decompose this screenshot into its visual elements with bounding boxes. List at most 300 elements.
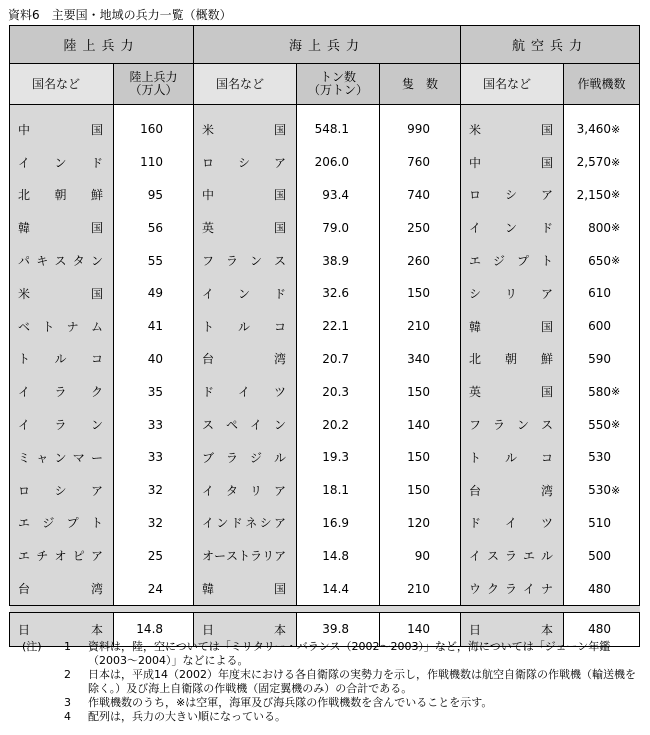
header-army-country: 国名など (10, 64, 114, 105)
army-country (10, 408, 113, 441)
army-char: ア (90, 483, 103, 498)
navy-tonnage-value: 206.0 (314, 155, 350, 170)
army-char: ラ (54, 418, 67, 433)
header-army-strength-line2: （万人） (129, 83, 178, 97)
air-char: イ (505, 516, 518, 531)
navy-country (194, 310, 296, 343)
army-strength-value: 41 (147, 319, 164, 334)
army-char: エ (18, 549, 31, 564)
army-strength-value: 32 (147, 483, 164, 498)
air-char: ス (487, 549, 500, 564)
army-char: 韓 (18, 221, 31, 236)
army-char: ン (90, 418, 103, 433)
navy-tonnage-value: 20.7 (322, 351, 350, 366)
navy-country (194, 408, 296, 441)
army-char: ナ (66, 319, 79, 334)
navy-char: ネ (245, 516, 258, 531)
header-air-country: 国名など (461, 64, 564, 105)
footnote-text: 配列は，兵力の大きい順になっている。 (88, 710, 286, 723)
air-char: フ (469, 418, 482, 433)
air-aircraft-value: 530 ※ (564, 474, 639, 507)
navy-ships-value: 210 (407, 581, 431, 596)
army-country (10, 572, 113, 605)
army-char: ジ (42, 516, 55, 531)
header-air-aircraft: 作戦機数 (564, 64, 640, 105)
note-mark: ※ (611, 221, 621, 235)
navy-ships-value: 210 (407, 319, 431, 334)
army-char: ド (90, 155, 103, 170)
footnote-number: 4 (64, 710, 71, 723)
footnotes (22, 640, 637, 724)
force-table (9, 25, 640, 647)
army-strength-value: 35 (147, 384, 164, 399)
army-char: ム (90, 319, 103, 334)
army-strength-value: 95 (147, 187, 164, 202)
air-char: 米 (469, 122, 482, 137)
navy-char: ス (273, 254, 286, 269)
air-country (461, 572, 563, 605)
navy-country (194, 146, 296, 179)
navy-country (194, 539, 296, 572)
footnote-item (22, 668, 637, 696)
group-header-air: 航空兵力 (461, 26, 640, 64)
note-mark: ※ (611, 188, 621, 202)
japan-char: 日 (202, 622, 215, 637)
navy-ships-value: 760 (407, 155, 431, 170)
army-strength-value: 33 (147, 417, 164, 432)
army-country (10, 277, 113, 310)
navy-tonnage-value: 18.1 (322, 483, 350, 498)
army-char: パ (18, 254, 31, 269)
army-char: キ (36, 254, 49, 269)
army-country (10, 507, 113, 540)
navy-ships-value: 150 (407, 384, 431, 399)
army-strength-value: 160 (140, 122, 164, 137)
air-char: ド (540, 221, 553, 236)
japan-navy-ships: 140 (407, 622, 431, 637)
air-char: ラ (493, 418, 506, 433)
army-char: ト (18, 352, 31, 367)
army-char: 北 (18, 188, 31, 203)
navy-tonnage-value: 93.4 (322, 187, 350, 202)
air-char: ラ (504, 549, 517, 564)
army-char: タ (72, 254, 85, 269)
army-char: プ (66, 516, 79, 531)
army-char: 国 (90, 286, 103, 301)
air-char: シ (505, 188, 518, 203)
footnote-text: 日本は，平成14（2002）年度末における各自衛隊の実勢力を示し，作戦機数は航空自衛隊の作戦機（輸送機を除く。）及び海上自衛隊の作戦機（固定翼機のみ）の合計である。 (88, 668, 636, 695)
army-country (10, 179, 113, 212)
air-char: ク (487, 582, 500, 597)
note-mark: ※ (611, 418, 621, 432)
navy-country (194, 507, 296, 540)
air-char: ル (540, 549, 553, 564)
footnote-text: 作戦機数のうち，※は空軍，海軍及び海兵隊の作戦機数を含んでいることを示す。 (88, 696, 493, 709)
navy-char: 国 (274, 221, 287, 236)
air-char: ナ (540, 582, 553, 597)
navy-char: ア (273, 516, 286, 531)
army-char: ベ (18, 319, 31, 334)
army-country (10, 474, 113, 507)
japan-char: 本 (274, 622, 287, 637)
navy-char: シ (259, 516, 272, 531)
air-char: エ (469, 254, 482, 269)
army-strength-value: 24 (147, 581, 164, 596)
air-country (461, 244, 563, 277)
navy-ships-value: 90 (414, 548, 431, 563)
army-strength-value: 25 (147, 548, 164, 563)
navy-tonnage-value: 79.0 (322, 220, 350, 235)
army-char: エ (18, 516, 31, 531)
air-aircraft-value: 650 ※ (564, 244, 639, 277)
army-strength-value: 56 (147, 220, 164, 235)
navy-ships-value: 120 (407, 515, 431, 530)
army-char: ク (90, 385, 103, 400)
air-char: リ (505, 286, 518, 301)
army-char: ラ (54, 385, 67, 400)
air-char: ン (516, 418, 529, 433)
group-header-army: 陸上兵力 (10, 26, 194, 64)
army-char: 鮮 (90, 188, 103, 203)
army-char: イ (18, 418, 31, 433)
navy-char: コ (273, 319, 286, 334)
navy-ships-value: 250 (407, 220, 431, 235)
footnote-number: 2 (64, 668, 71, 681)
army-char: ル (54, 352, 67, 367)
navy-char: イ (202, 286, 215, 301)
japan-air-value: 480 (588, 622, 612, 637)
army-char: イ (18, 155, 31, 170)
army-country (10, 244, 113, 277)
japan-char: 日 (18, 622, 31, 637)
army-strength-column (114, 105, 194, 606)
air-aircraft-value: 530 (588, 450, 612, 465)
footnote-item (22, 640, 637, 668)
army-char: 朝 (54, 188, 67, 203)
air-char: ウ (469, 582, 482, 597)
army-strength-value: 40 (147, 351, 164, 366)
air-char: プ (516, 254, 529, 269)
footnote-item (22, 710, 637, 724)
navy-char: 米 (202, 122, 215, 137)
navy-char: ス (202, 418, 215, 433)
header-navy-tonnage-line1: トン数 (320, 70, 357, 84)
air-char: 北 (469, 352, 482, 367)
army-char: 台 (18, 582, 31, 597)
navy-char: 中 (202, 188, 215, 203)
air-char: 朝 (505, 352, 518, 367)
air-aircraft-value: 590 (588, 351, 612, 366)
air-char: ラ (504, 582, 517, 597)
air-char: 湾 (541, 483, 554, 498)
navy-char: ラ (250, 549, 263, 564)
navy-country (194, 572, 296, 605)
navy-char: ド (230, 516, 243, 531)
air-country (461, 310, 563, 343)
navy-ships-value: 150 (407, 450, 431, 465)
navy-country (194, 375, 296, 408)
footnote-label: (注) (22, 640, 42, 653)
air-char: 中 (469, 155, 482, 170)
navy-char: 湾 (274, 352, 287, 367)
navy-char: タ (226, 483, 239, 498)
japan-army-strength: 14.8 (136, 622, 164, 637)
air-char: イ (469, 549, 482, 564)
navy-tonnage-value: 38.9 (322, 253, 350, 268)
army-country (10, 343, 113, 376)
navy-char: ド (273, 286, 286, 301)
air-char: ン (505, 221, 518, 236)
army-char: 湾 (90, 582, 103, 597)
table-separator (10, 605, 640, 612)
navy-tonnage-column (297, 105, 380, 606)
army-char: 米 (18, 286, 31, 301)
navy-char: ブ (202, 450, 215, 465)
navy-char: ラ (226, 254, 239, 269)
air-aircraft-value: 2,570 ※ (564, 146, 639, 179)
navy-char: 英 (202, 221, 215, 236)
header-army-strength-line1: 陸上兵力 (129, 70, 178, 84)
air-aircraft-value: 550 ※ (564, 408, 639, 441)
air-char: ア (540, 286, 553, 301)
air-country (461, 474, 563, 507)
air-char: ト (469, 450, 482, 465)
group-header-navy: 海上兵力 (194, 26, 461, 64)
navy-tonnage-value: 548.1 (314, 122, 350, 137)
navy-country (194, 277, 296, 310)
footnote-label (22, 710, 64, 724)
air-aircraft-value: 600 (588, 319, 612, 334)
navy-ships-value: 260 (407, 253, 431, 268)
air-char: 国 (541, 319, 554, 334)
footnote-label (22, 696, 64, 710)
navy-char: フ (202, 254, 215, 269)
navy-char: ト (238, 549, 251, 564)
navy-char: ト (202, 319, 215, 334)
navy-char: リ (249, 483, 262, 498)
army-char: 国 (90, 122, 103, 137)
army-char: マ (72, 450, 85, 465)
navy-ships-value: 990 (407, 122, 431, 137)
header-navy-ships: 隻 数 (380, 64, 461, 105)
navy-char: シ (238, 155, 251, 170)
air-aircraft-value: 800 ※ (564, 211, 639, 244)
navy-char: イ (202, 483, 215, 498)
army-char: ア (90, 549, 103, 564)
air-country-column (461, 105, 564, 606)
navy-tonnage-value: 14.4 (322, 581, 350, 596)
army-char: ミ (18, 450, 31, 465)
air-char: ツ (540, 516, 553, 531)
air-char: 鮮 (540, 352, 553, 367)
army-char: ト (90, 516, 103, 531)
navy-char: ア (274, 549, 287, 564)
army-country-column (10, 105, 114, 606)
navy-country (194, 244, 296, 277)
army-country (10, 211, 113, 244)
navy-country (194, 343, 296, 376)
navy-tonnage-value: 16.9 (322, 515, 350, 530)
footnote-number: 3 (64, 696, 71, 709)
navy-char: ン (216, 516, 229, 531)
army-strength-value: 110 (140, 155, 164, 170)
navy-country (194, 179, 296, 212)
air-char: ル (505, 450, 518, 465)
army-char: ン (54, 155, 67, 170)
air-country (461, 343, 563, 376)
note-mark: ※ (611, 122, 621, 136)
navy-char: ド (202, 385, 215, 400)
air-char: 国 (541, 385, 554, 400)
note-mark: ※ (611, 155, 621, 169)
navy-ships-value: 140 (407, 417, 431, 432)
air-char: ア (540, 188, 553, 203)
navy-char: イ (202, 516, 215, 531)
navy-char: 国 (274, 582, 287, 597)
navy-char: ア (273, 483, 286, 498)
army-country (10, 375, 113, 408)
army-char: コ (90, 352, 103, 367)
air-char: ト (540, 254, 553, 269)
army-char: シ (54, 483, 67, 498)
navy-ships-value: 340 (407, 351, 431, 366)
air-aircraft-value: 510 (588, 515, 612, 530)
air-country (461, 179, 563, 212)
navy-ships-value: 740 (407, 187, 431, 202)
air-char: 国 (541, 155, 554, 170)
navy-char: イ (238, 385, 251, 400)
navy-char: リ (262, 549, 275, 564)
army-char: ス (54, 254, 67, 269)
air-aircraft-value: 480 (588, 581, 612, 596)
navy-tonnage-value: 14.8 (322, 548, 350, 563)
navy-ships-value: 150 (407, 483, 431, 498)
air-char: 台 (469, 483, 482, 498)
army-country (10, 146, 113, 179)
army-strength-value: 33 (147, 450, 164, 465)
air-country (461, 113, 563, 146)
army-country (10, 310, 113, 343)
air-aircraft-value: 580 ※ (564, 375, 639, 408)
air-char: イ (522, 582, 535, 597)
air-char: ジ (493, 254, 506, 269)
army-char: ン (54, 450, 67, 465)
footnote-item (22, 696, 637, 710)
navy-char: ル (238, 319, 251, 334)
air-country (461, 375, 563, 408)
header-army-strength (114, 64, 194, 105)
navy-ships-value: 150 (407, 286, 431, 301)
army-strength-value: 55 (147, 253, 164, 268)
army-char: 中 (18, 122, 31, 137)
navy-country-column (194, 105, 297, 606)
footnote-label (22, 668, 64, 696)
navy-char: ン (238, 286, 251, 301)
navy-char: ツ (273, 385, 286, 400)
japan-char: 本 (541, 622, 554, 637)
navy-char: ジ (249, 450, 262, 465)
note-mark: ※ (611, 483, 621, 497)
air-aircraft-value: 2,150 ※ (564, 179, 639, 212)
army-char: チ (36, 549, 49, 564)
navy-char: 国 (274, 188, 287, 203)
air-char: ド (469, 516, 482, 531)
army-char: 国 (90, 221, 103, 236)
navy-char: ス (226, 549, 239, 564)
navy-tonnage-value: 20.2 (322, 417, 350, 432)
note-mark: ※ (611, 385, 621, 399)
army-char: ピ (72, 549, 85, 564)
air-country (461, 211, 563, 244)
header-navy-tonnage-line2: （万トン） (308, 83, 369, 97)
navy-char: オ (202, 549, 215, 564)
army-char: ー (90, 450, 103, 465)
army-char: ト (42, 319, 55, 334)
air-country (461, 277, 563, 310)
air-country (461, 441, 563, 474)
air-country (461, 539, 563, 572)
air-char: シ (469, 286, 482, 301)
air-char: 国 (541, 122, 554, 137)
navy-tonnage-value: 22.1 (322, 319, 350, 334)
navy-country (194, 211, 296, 244)
navy-char: 韓 (202, 582, 215, 597)
header-navy-country: 国名など (194, 64, 297, 105)
air-country (461, 146, 563, 179)
navy-country (194, 441, 296, 474)
navy-tonnage-value: 32.6 (322, 286, 350, 301)
army-strength-value: 32 (147, 515, 164, 530)
air-char: 英 (469, 385, 482, 400)
army-char: ン (90, 254, 103, 269)
air-aircraft-column (564, 105, 640, 606)
document-title: 資料6 主要国・地域の兵力一覧（概数） (8, 8, 232, 22)
navy-char: ペ (226, 418, 239, 433)
navy-char: ン (249, 254, 262, 269)
navy-country (194, 113, 296, 146)
air-aircraft-value: 610 (588, 286, 612, 301)
navy-char: 国 (274, 122, 287, 137)
air-aircraft-value: 3,460 ※ (564, 113, 639, 146)
footnote-text: 資料は，陸，空については「ミリタリー・バランス（2002～2003）」など，海については「ジェーン年鑑（2003～2004）」などによる。 (88, 640, 611, 667)
air-char: 韓 (469, 319, 482, 334)
header-navy-tonnage (297, 64, 380, 105)
air-char: エ (522, 549, 535, 564)
air-char: イ (469, 221, 482, 236)
army-strength-value: 49 (147, 286, 164, 301)
navy-char: ロ (202, 155, 215, 170)
army-char: ロ (18, 483, 31, 498)
navy-char: イ (249, 418, 262, 433)
navy-country (194, 474, 296, 507)
army-country (10, 113, 113, 146)
army-char: イ (18, 385, 31, 400)
navy-char: ア (273, 155, 286, 170)
navy-char: ル (273, 450, 286, 465)
navy-char: 台 (202, 352, 215, 367)
navy-char: ー (214, 549, 227, 564)
army-char: ャ (36, 450, 49, 465)
air-char: ス (540, 418, 553, 433)
air-country (461, 507, 563, 540)
note-mark: ※ (611, 254, 621, 268)
army-country (10, 441, 113, 474)
navy-char: ン (273, 418, 286, 433)
air-aircraft-value: 500 (588, 548, 612, 563)
navy-tonnage-value: 20.3 (322, 384, 350, 399)
footnote-number: 1 (64, 640, 71, 653)
navy-char: ラ (226, 450, 239, 465)
